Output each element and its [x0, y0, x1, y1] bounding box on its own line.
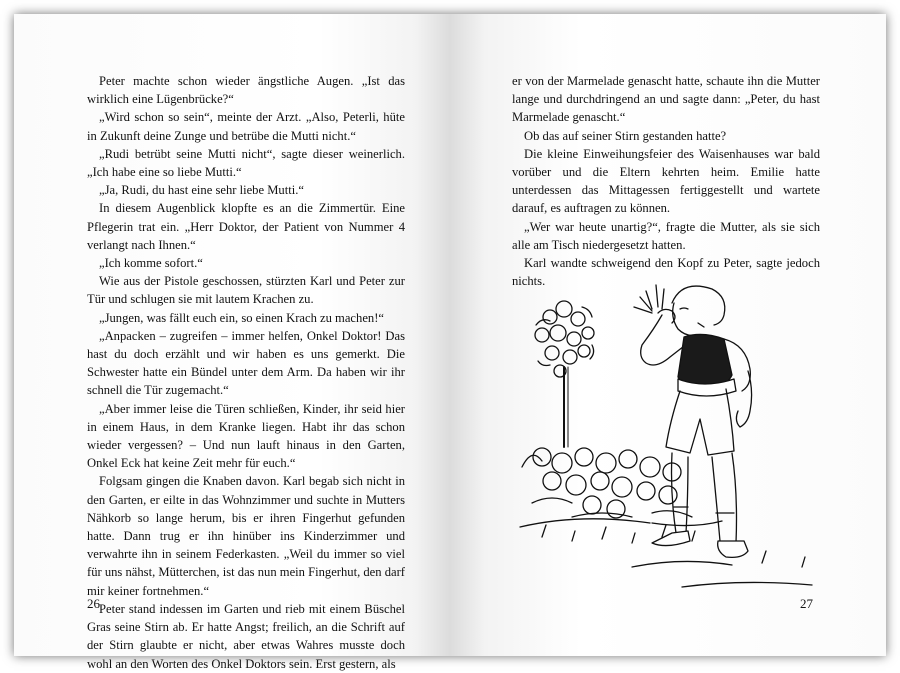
- paragraph: „Aber immer leise die Türen schließen, Kinder, ihr seid hier in einem Haus, in dem Kranke liegen. Habt ihr das schon wieder vergessen? – Und nun lauft hinaus in den Garten, Onkel Eck hat keine Zeit mehr für euch.“: [87, 401, 405, 471]
- page-number: 26: [87, 596, 100, 611]
- flower-bed-drawing: [520, 448, 812, 587]
- paragraph: Peter stand indessen im Garten und rieb mit einem Büschel Gras seine Stirn ab. Er hatte Angst; freilich, an die Schrift auf der Stirn glaubte er nicht, aber etwas Wahres musste doch wohl an den Worten des Onkel Doktors sein. Erst gestern, als: [87, 601, 405, 671]
- page-number: 27: [800, 596, 813, 611]
- paragraph: Ob das auf seiner Stirn gestanden hatte?: [524, 128, 727, 143]
- left-page: [14, 14, 450, 671]
- paragraph: „Ja, Rudi, du hast eine sehr liebe Mutti.“: [99, 183, 304, 198]
- right-page-text: [512, 72, 820, 290]
- paragraph: „Ich komme sofort.“: [99, 256, 203, 271]
- book-spread: [14, 14, 886, 671]
- boy-figure-drawing: [634, 285, 752, 557]
- paragraph: Peter machte schon wieder ängstliche Augen. „Ist das wirklich eine Lügenbrücke?“: [87, 74, 405, 107]
- paragraph: er von der Marmelade genascht hatte, schaute ihn die Mutter lange und durchdringend an und sagte dann: „Peter, du hast Marmelade genascht.“: [512, 74, 820, 125]
- boy-in-garden-illustration: [512, 267, 832, 607]
- paragraph: „Wer war heute unartig?“, fragte die Mutter, als sie sich alle am Tisch niedergesetzt hatten.: [512, 219, 820, 252]
- rose-bush-drawing: [535, 301, 594, 447]
- paragraph: „Wird schon so sein“, meinte der Arzt. „Also, Peterli, hüte in Zukunft deine Zunge und betrübe die Mutti nicht.“: [87, 110, 405, 143]
- paragraph: Karl wandte schweigend den Kopf zu Peter, sagte jedoch nichts.: [512, 256, 820, 289]
- left-page-text: [87, 72, 405, 673]
- paragraph: Wie aus der Pistole geschossen, stürzten Karl und Peter zur Tür und schlugen sie mit lautem Krachen zu.: [87, 274, 405, 307]
- paragraph: Folgsam gingen die Knaben davon. Karl begab sich nicht in den Garten, er eilte in das Wohnzimmer und suchte in Mutters Nähkorb so lange herum, bis er ihren Fingerhut gefunden hatte. Dann trug er ihn hinüber ins Kinderzimmer und verwahrte ihn in seinem Federkasten. „Weil du immer so viel für uns nähst, Mütterchen, ist das nun mein Fingerhut, den darf mir keiner fortnehmen.“: [87, 474, 405, 598]
- paragraph: In diesem Augenblick klopfte es an die Zimmertür. Eine Pflegerin trat ein. „Herr Doktor, der Patient von Nummer 4 verlangt nach Ihnen.“: [87, 201, 405, 252]
- paragraph: Die kleine Einweihungsfeier des Waisenhauses war bald vorüber und die Eltern kehrten heim. Emilie hatte unterdessen das Mittagessen fertiggestellt und wartete darauf, es auftragen zu können.: [512, 146, 820, 216]
- paragraph: „Jungen, was fällt euch ein, so einen Krach zu machen!“: [99, 310, 384, 325]
- paragraph: „Rudi betrübt seine Mutti nicht“, sagte dieser weinerlich. „Ich habe eine so liebe Mutti.“: [87, 146, 405, 180]
- right-page: [450, 14, 886, 656]
- paragraph: „Anpacken – zugreifen – immer helfen, Onkel Doktor! Das hast du doch erzählt und wir haben es uns gemerkt. Die Schwester hatte ein Bündel unter dem Arm. Da haben wir ihr schnell die Tür zugemacht.“: [87, 328, 405, 398]
